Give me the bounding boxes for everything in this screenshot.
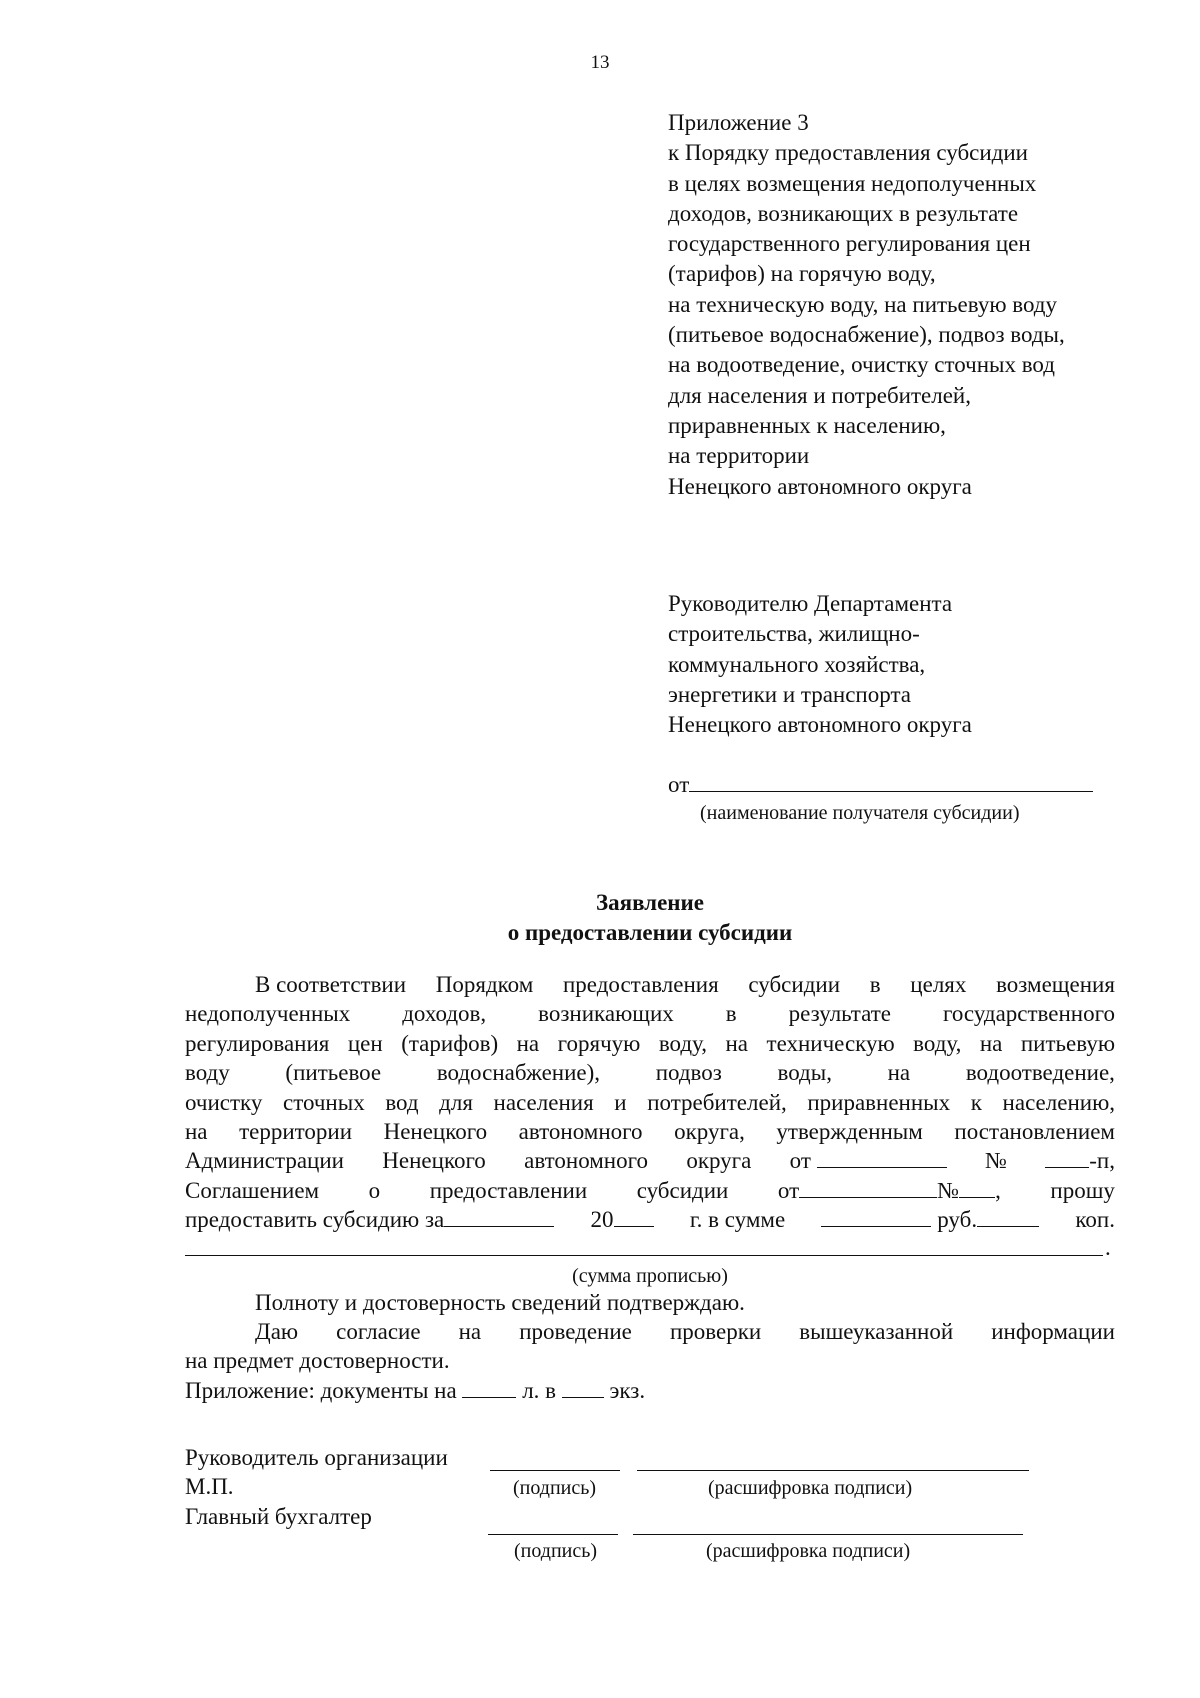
appendix-line: на территории <box>668 443 810 469</box>
appendix-line: доходов, возникающих в результате <box>668 200 1019 226</box>
addressee-line: коммунального хозяйства, <box>668 651 926 677</box>
confirm-line: Полноту и достоверность сведений подтверждаю. <box>255 1289 745 1315</box>
para-line: В соответствии Порядком предоставления субсидии в целях возмещения <box>255 972 1115 997</box>
page-number: 13 <box>590 52 610 73</box>
accountant-decode-line[interactable] <box>633 1534 1023 1535</box>
decode-caption-2: (расшифровка подписи) <box>706 1540 911 1562</box>
copies-blank[interactable] <box>562 1379 604 1398</box>
para-line: на территории Ненецкого автономного округа, утвержденным постановлением <box>185 1119 1115 1145</box>
para-line: воду (питьевое водоснабжение), подвоз воды, на водоотведение, <box>185 1060 1115 1086</box>
appendix-line: (тарифов) на горячую воду, <box>668 261 936 287</box>
agreement-number-blank[interactable] <box>959 1179 995 1198</box>
para-line: Соглашением о предоставлении субсидии от № , прошу <box>185 1177 1115 1203</box>
pages-blank[interactable] <box>462 1379 516 1398</box>
sum-in-words-blank[interactable] <box>185 1237 1103 1256</box>
consent-line: Даю согласие на проведение проверки вышеуказанной информации <box>255 1319 1115 1345</box>
head-signature-line[interactable] <box>490 1470 620 1471</box>
addressee-line: Руководителю Департамента <box>668 591 953 616</box>
rubles-blank[interactable] <box>821 1208 931 1227</box>
from-field[interactable] <box>668 772 1093 798</box>
from-blank[interactable] <box>689 773 1093 792</box>
addressee-line: строительства, жилищно- <box>668 621 920 647</box>
signature-caption: (подпись) <box>513 1477 597 1499</box>
appendix-line: (питьевое водоснабжение), подвоз воды, <box>668 322 1065 348</box>
para-line: регулирования цен (тарифов) на горячую воду, на техническую воду, на питьевую <box>185 1030 1115 1056</box>
addressee-line: энергетики и транспорта <box>668 681 911 707</box>
head-decode-line[interactable] <box>637 1470 1029 1471</box>
para-line: недополученных доходов, возникающих в результате государственного <box>185 1001 1115 1027</box>
from-label: от <box>668 772 690 797</box>
kopecks-blank[interactable] <box>977 1208 1039 1227</box>
para-line: очистку сточных вод для населения и потребителей, приравненных к населению, <box>185 1089 1115 1115</box>
agreement-date-blank[interactable] <box>799 1179 937 1198</box>
resolution-date-blank[interactable] <box>817 1149 947 1168</box>
from-caption: (наименование получателя субсидии) <box>700 802 1020 824</box>
appendix-line: Ненецкого автономного округа <box>668 473 972 499</box>
signature-caption-2: (подпись) <box>514 1540 598 1562</box>
period-blank[interactable] <box>444 1208 554 1227</box>
appendix-header <box>668 108 1065 502</box>
appendix-line: на водоотведение, очистку сточных вод <box>668 352 1055 378</box>
year-blank[interactable] <box>614 1208 654 1227</box>
accountant-signature-line[interactable] <box>488 1534 618 1535</box>
appendix-line: на техническую воду, на питьевую воду <box>668 291 1058 317</box>
para-line: предоставить субсидию за 20 г. в сумме руб. коп. <box>185 1207 1115 1233</box>
appendix-line: для населения и потребителей, <box>668 382 971 408</box>
application-paragraph <box>185 970 1115 1405</box>
attachment-line: Приложение: документы на л. в экз. <box>185 1377 646 1403</box>
sum-in-words-line[interactable]: . <box>185 1235 1115 1264</box>
addressee-line: Ненецкого автономного округа <box>668 712 972 738</box>
appendix-line: Приложение 3 <box>668 110 809 135</box>
para-line: Администрации Ненецкого автономного округа от № -п, <box>185 1148 1115 1174</box>
resolution-number-blank[interactable] <box>1045 1149 1089 1168</box>
appendix-line: государственного регулирования цен <box>668 231 1031 257</box>
appendix-line: приравненных к населению, <box>668 412 946 438</box>
head-label: Руководитель организации <box>185 1445 448 1470</box>
mp-label: М.П. <box>185 1474 234 1499</box>
consent-line-2: на предмет достоверности. <box>185 1348 450 1374</box>
decode-caption: (расшифровка подписи) <box>708 1477 913 1499</box>
document-subtitle: о предоставлении субсидии <box>507 920 793 945</box>
appendix-line: к Порядку предоставления субсидии <box>668 140 1028 166</box>
sum-caption: (сумма прописью) <box>572 1264 728 1287</box>
addressee-block <box>668 589 972 740</box>
accountant-label: Главный бухгалтер <box>185 1504 372 1529</box>
appendix-line: в целях возмещения недополученных <box>668 170 1037 196</box>
document-title: Заявление <box>595 890 705 915</box>
